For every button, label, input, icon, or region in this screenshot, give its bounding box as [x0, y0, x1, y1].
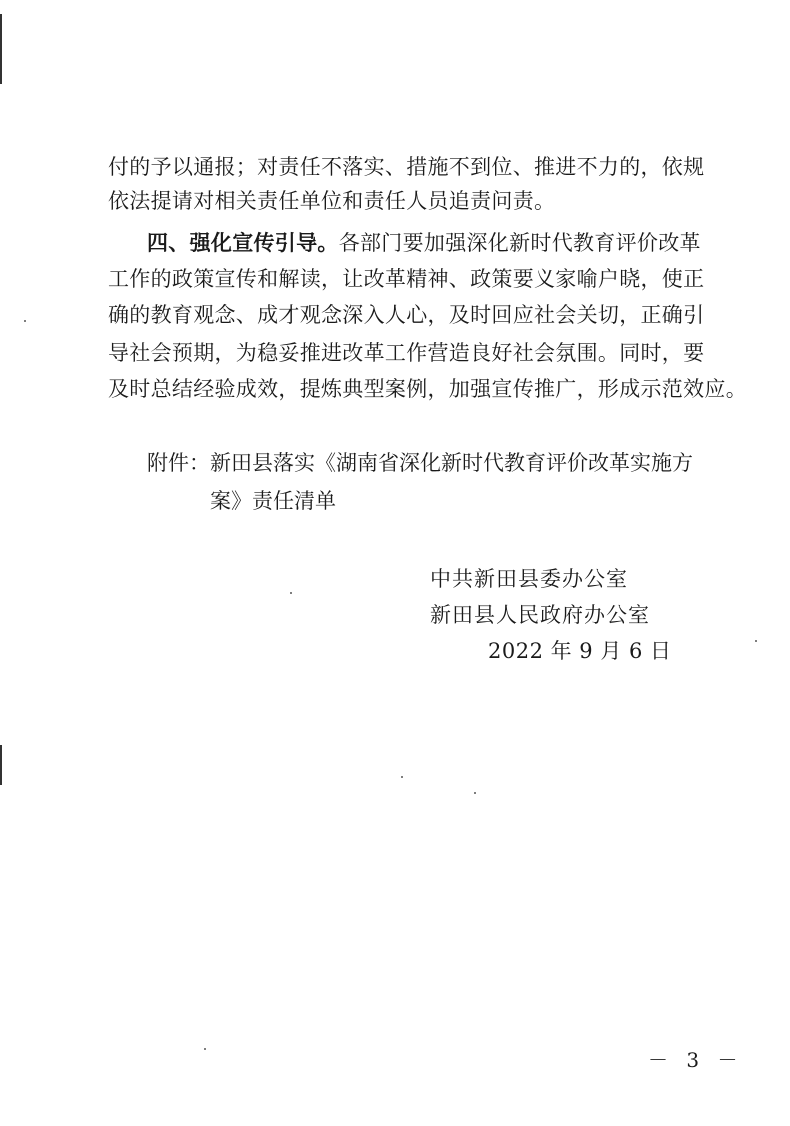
attachment-line: 附件：新田县落实《湖南省深化新时代教育评价改革实施方: [147, 451, 693, 475]
body-line: 及时总结经验成效，提炼典型案例，加强宣传推广，形成示范效应。: [108, 377, 747, 401]
scan-speck: [474, 792, 476, 794]
body-line: 确的教育观念、成才观念深入人心，及时回应社会关切，正确引: [108, 303, 705, 327]
signature-org-1: 中共新田县委办公室: [430, 567, 628, 591]
scan-speck: [755, 640, 757, 642]
body-line: 导社会预期，为稳妥推进改革工作营造良好社会氛围。同时，要: [108, 341, 705, 365]
signature-org-2: 新田县人民政府办公室: [430, 603, 650, 627]
attachment-line-continued: 案》责任清单: [210, 489, 336, 513]
scan-speck: [290, 592, 292, 594]
signature-date: 2022 年 9 月 6 日: [488, 639, 672, 663]
body-line: 依法提请对相关责任单位和责任人员追责问责。: [108, 189, 556, 213]
scan-edge-mark: [0, 745, 2, 785]
section-4-first-line: [147, 228, 701, 258]
scan-speck: [204, 1048, 206, 1050]
body-line: 付的予以通报；对责任不落实、措施不到位、推进不力的，依规: [108, 155, 705, 179]
scan-edge-mark: [0, 14, 2, 84]
section-4-heading: 四、强化宣传引导。: [147, 230, 339, 255]
page-number: － 3 －: [648, 1048, 744, 1072]
scan-speck: [24, 320, 26, 322]
scan-speck: [401, 776, 403, 778]
section-4-text: 各部门要加强深化新时代教育评价改革: [338, 231, 701, 255]
body-line: 工作的政策宣传和解读，让改革精神、政策要义家喻户晓，使正: [108, 267, 705, 291]
